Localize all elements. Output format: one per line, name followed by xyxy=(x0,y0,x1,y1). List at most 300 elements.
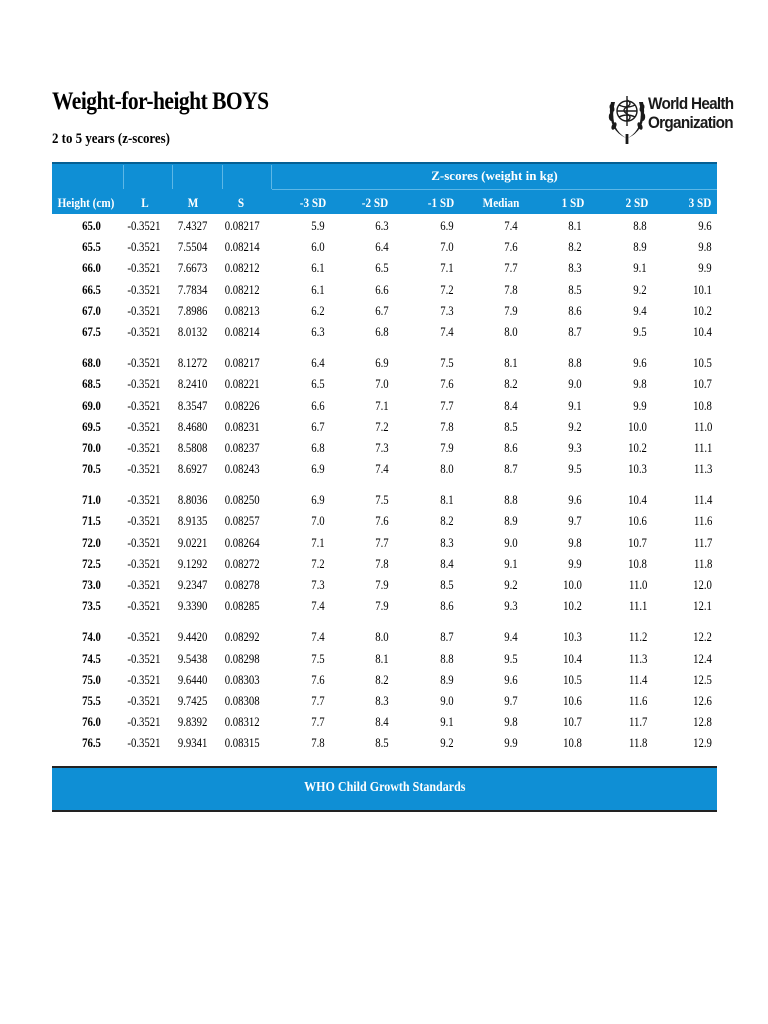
table-row xyxy=(52,511,717,532)
table-row xyxy=(52,459,717,480)
data-table-body xyxy=(52,216,717,755)
s-cell: 0.08303 xyxy=(225,672,260,687)
plus2sd-cell: 10.0 xyxy=(628,419,647,434)
m-cell: 8.3547 xyxy=(177,398,207,413)
minus2sd-cell: 7.8 xyxy=(375,556,389,571)
plus3sd-cell: 10.2 xyxy=(693,303,712,318)
s-cell: 0.08315 xyxy=(225,736,260,751)
minus1sd-cell: 7.5 xyxy=(440,356,454,371)
s-cell: 0.08292 xyxy=(225,630,260,645)
height-cell: 74.5 xyxy=(82,651,101,666)
table-row xyxy=(52,627,717,648)
minus1sd-cell: 8.6 xyxy=(440,599,454,614)
plus2sd-cell: 9.9 xyxy=(633,398,647,413)
minus2sd-cell: 6.7 xyxy=(375,303,389,318)
minus2sd-cell: 7.2 xyxy=(375,419,389,434)
plus2sd-cell: 8.8 xyxy=(633,219,647,233)
s-cell: 0.08285 xyxy=(225,599,260,614)
minus3sd-cell: 7.5 xyxy=(311,651,325,666)
plus3sd-cell: 11.6 xyxy=(693,514,712,529)
s-cell: 0.08308 xyxy=(225,693,260,708)
median-cell: 9.6 xyxy=(504,672,518,687)
median-cell: 8.2 xyxy=(504,377,518,392)
plus1sd-cell: 9.8 xyxy=(568,535,582,550)
median-cell: 7.7 xyxy=(504,261,518,276)
plus2sd-cell: 9.4 xyxy=(633,303,647,318)
m-cell: 7.6673 xyxy=(177,261,207,276)
table-row xyxy=(52,301,717,322)
plus3sd-cell: 11.7 xyxy=(693,535,712,550)
median-cell: 8.9 xyxy=(504,514,518,529)
s-cell: 0.08250 xyxy=(225,493,260,508)
s-cell: 0.08217 xyxy=(225,219,260,233)
minus1sd-cell: 8.4 xyxy=(440,556,454,571)
height-cell: 68.5 xyxy=(82,377,101,392)
plus3sd-cell: 9.9 xyxy=(698,261,712,276)
m-cell: 9.0221 xyxy=(177,535,207,550)
plus2sd-cell: 11.2 xyxy=(628,630,647,645)
s-cell: 0.08221 xyxy=(225,377,260,392)
table-row xyxy=(52,490,717,511)
l-cell: -0.3521 xyxy=(127,303,161,318)
table-row xyxy=(52,554,717,575)
logo-line-1: World Health xyxy=(648,94,734,113)
minus3sd-cell: 7.4 xyxy=(311,599,325,614)
minus2sd-cell: 8.0 xyxy=(375,630,389,645)
l-cell: -0.3521 xyxy=(127,419,161,434)
s-cell: 0.08212 xyxy=(225,261,260,276)
plus3sd-cell: 10.1 xyxy=(693,282,712,297)
plus2sd-cell: 10.3 xyxy=(628,462,647,477)
minus2sd-cell: 6.4 xyxy=(375,240,389,255)
l-header: L xyxy=(141,195,149,210)
m-cell: 8.1272 xyxy=(177,356,207,371)
minus2sd-cell: 8.1 xyxy=(375,651,389,666)
s-cell: 0.08264 xyxy=(225,535,260,550)
plus1sd-cell: 10.0 xyxy=(563,578,582,592)
plus2sd-cell: 11.7 xyxy=(628,715,647,730)
median-cell: 9.5 xyxy=(504,651,518,666)
l-cell: -0.3521 xyxy=(127,736,161,751)
plus2sd-cell: 10.7 xyxy=(628,535,647,550)
table-row xyxy=(52,258,717,279)
plus1sd-cell: 9.5 xyxy=(568,462,582,477)
minus1sd-cell: 8.3 xyxy=(440,535,454,550)
minus2sd-cell: 7.7 xyxy=(375,535,389,550)
plus3sd-cell: 10.5 xyxy=(693,356,712,371)
m-cell: 9.7425 xyxy=(177,693,207,708)
minus1sd-cell: 7.0 xyxy=(440,240,454,255)
table-row xyxy=(52,575,717,596)
plus3sd-cell: 12.2 xyxy=(693,630,712,645)
plus3sd-cell: 12.0 xyxy=(693,578,712,592)
median-cell: 9.0 xyxy=(504,535,518,550)
m-cell: 8.2410 xyxy=(177,377,207,392)
minus2sd-cell: 6.9 xyxy=(375,356,389,371)
plus2sd-cell: 11.8 xyxy=(628,736,647,751)
l-cell: -0.3521 xyxy=(127,282,161,297)
plus3sd-cell: 12.1 xyxy=(693,599,712,614)
plus3sd-cell: 11.4 xyxy=(693,493,712,508)
m-cell: 9.4420 xyxy=(177,630,207,645)
plus2sd-cell: 9.8 xyxy=(633,377,647,392)
plus3sd-cell: 12.5 xyxy=(693,672,712,687)
who-logo-text xyxy=(648,94,733,132)
median-cell: 9.9 xyxy=(504,736,518,751)
table-row xyxy=(52,216,717,237)
l-cell: -0.3521 xyxy=(127,240,161,255)
height-cell: 69.5 xyxy=(82,419,101,434)
plus3sd-cell: 12.6 xyxy=(693,693,712,708)
minus2sd-cell: 7.6 xyxy=(375,514,389,529)
minus2sd-cell: 8.3 xyxy=(375,693,389,708)
plus2sd-cell: 8.9 xyxy=(633,240,647,255)
s-cell: 0.08212 xyxy=(225,282,260,297)
plus2sd-cell: 9.6 xyxy=(633,356,647,371)
s-cell: 0.08272 xyxy=(225,556,260,571)
plus1sd-cell: 9.2 xyxy=(568,419,582,434)
plus1sd-cell: 9.7 xyxy=(568,514,582,529)
median-cell: 9.8 xyxy=(504,715,518,730)
who-logo xyxy=(607,86,734,150)
table-row xyxy=(52,237,717,258)
median-cell: 8.0 xyxy=(504,324,518,339)
footer-caption: WHO Child Growth Standards xyxy=(303,780,466,795)
median-cell: 9.3 xyxy=(504,599,518,614)
s-cell: 0.08214 xyxy=(225,324,260,339)
s-cell: 0.08213 xyxy=(225,303,260,318)
m-cell: 9.9341 xyxy=(177,736,207,751)
s-cell: 0.08298 xyxy=(225,651,260,666)
minus1sd-cell: 7.2 xyxy=(440,282,454,297)
s-cell: 0.08312 xyxy=(225,715,260,730)
s-cell: 0.08217 xyxy=(225,356,260,371)
table-row xyxy=(52,670,717,691)
minus3sd-cell: 6.2 xyxy=(311,303,325,318)
page-title: Weight-for-height BOYS xyxy=(52,88,269,115)
m-cell: 9.2347 xyxy=(177,578,207,592)
height-cell: 70.5 xyxy=(82,462,101,477)
l-cell: -0.3521 xyxy=(127,693,161,708)
minus1sd-cell: 7.7 xyxy=(440,398,454,413)
l-cell: -0.3521 xyxy=(127,556,161,571)
zscore-group-rule xyxy=(272,189,717,190)
plus3sd-cell: 10.8 xyxy=(693,398,712,413)
minus3sd-cell: 6.3 xyxy=(311,324,325,339)
l-cell: -0.3521 xyxy=(127,578,161,592)
plus1sd-cell: 9.0 xyxy=(568,377,582,392)
logo-line-2: Organization xyxy=(648,113,733,132)
table-row xyxy=(52,649,717,670)
table-row xyxy=(52,596,717,617)
s-cell: 0.08278 xyxy=(225,578,260,592)
minus3sd-cell: 6.8 xyxy=(311,440,325,455)
l-cell: -0.3521 xyxy=(127,514,161,529)
height-header: Height (cm) xyxy=(57,195,115,210)
column-divider xyxy=(123,165,124,189)
median-cell: 9.7 xyxy=(504,693,518,708)
height-cell: 67.5 xyxy=(82,324,101,339)
median-header: Median xyxy=(482,195,520,210)
plus1sd-cell: 8.6 xyxy=(568,303,582,318)
column-divider xyxy=(222,165,223,189)
median-cell: 8.8 xyxy=(504,493,518,508)
plus2sd-cell: 11.0 xyxy=(628,578,647,592)
plus2sd-cell: 11.6 xyxy=(628,693,647,708)
height-cell: 74.0 xyxy=(82,630,101,645)
l-cell: -0.3521 xyxy=(127,493,161,508)
minus3sd-cell: 6.9 xyxy=(311,493,325,508)
minus1sd-cell: 7.9 xyxy=(440,440,454,455)
minus1sd-cell: 9.1 xyxy=(440,715,454,730)
m-cell: 9.6440 xyxy=(177,672,207,687)
m-cell: 8.6927 xyxy=(177,462,207,477)
table-row xyxy=(52,712,717,733)
height-cell: 65.0 xyxy=(82,219,101,233)
minus2sd-cell: 8.2 xyxy=(375,672,389,687)
median-cell: 7.8 xyxy=(504,282,518,297)
median-cell: 8.1 xyxy=(504,356,518,371)
minus1sd-cell: 8.9 xyxy=(440,672,454,687)
height-cell: 70.0 xyxy=(82,440,101,455)
plus3sd-cell: 9.6 xyxy=(698,219,712,233)
median-cell: 7.9 xyxy=(504,303,518,318)
minus2sd-cell: 7.9 xyxy=(375,578,389,592)
minus1sd-cell: 7.6 xyxy=(440,377,454,392)
s-cell: 0.08237 xyxy=(225,440,260,455)
height-cell: 65.5 xyxy=(82,240,101,255)
plus3sd-cell: 12.9 xyxy=(693,736,712,751)
plus1sd-cell: 9.1 xyxy=(568,398,582,413)
m-cell: 8.5808 xyxy=(177,440,207,455)
plus2sd-cell: 11.1 xyxy=(628,599,647,614)
plus1sd-cell: 8.8 xyxy=(568,356,582,371)
m-cell: 7.4327 xyxy=(177,219,207,233)
minus1sd-cell: 8.0 xyxy=(440,462,454,477)
plus3sd-cell: 10.4 xyxy=(693,324,712,339)
plus2sd-cell: 9.5 xyxy=(633,324,647,339)
height-cell: 69.0 xyxy=(82,398,101,413)
height-cell: 73.5 xyxy=(82,599,101,614)
median-cell: 8.6 xyxy=(504,440,518,455)
median-cell: 8.7 xyxy=(504,462,518,477)
height-cell: 76.0 xyxy=(82,715,101,730)
plus1sd-cell: 10.8 xyxy=(563,736,582,751)
minus2sd-cell: 8.5 xyxy=(375,736,389,751)
plus3sd-cell: 11.0 xyxy=(693,419,712,434)
table-row xyxy=(52,417,717,438)
l-cell: -0.3521 xyxy=(127,672,161,687)
l-cell: -0.3521 xyxy=(127,715,161,730)
plus1sd-cell: 9.9 xyxy=(568,556,582,571)
plus2sd-cell: 11.3 xyxy=(628,651,647,666)
l-cell: -0.3521 xyxy=(127,377,161,392)
plus1sd-cell: 9.6 xyxy=(568,493,582,508)
minus1sd-cell: 8.2 xyxy=(440,514,454,529)
plus3sd-cell: 11.8 xyxy=(693,556,712,571)
table-row xyxy=(52,322,717,343)
minus2sd-cell: 7.9 xyxy=(375,599,389,614)
minus3sd-cell: 7.0 xyxy=(311,514,325,529)
minus2sd-cell: 6.8 xyxy=(375,324,389,339)
height-cell: 75.0 xyxy=(82,672,101,687)
minus1sd-cell: 9.2 xyxy=(440,736,454,751)
minus1sd-cell: 8.7 xyxy=(440,630,454,645)
l-cell: -0.3521 xyxy=(127,535,161,550)
minus2sd-cell: 7.5 xyxy=(375,493,389,508)
median-cell: 8.5 xyxy=(504,419,518,434)
minus1sd-cell: 7.3 xyxy=(440,303,454,318)
l-cell: -0.3521 xyxy=(127,261,161,276)
plus1sd-cell: 10.7 xyxy=(563,715,582,730)
minus1sd-cell: 8.1 xyxy=(440,493,454,508)
median-cell: 8.4 xyxy=(504,398,518,413)
table-row xyxy=(52,438,717,459)
plus3sd-cell: 11.1 xyxy=(693,440,712,455)
median-cell: 7.6 xyxy=(504,240,518,255)
plus1sd-cell: 10.2 xyxy=(563,599,582,614)
minus3sd-cell: 6.4 xyxy=(311,356,325,371)
table-row xyxy=(52,353,717,374)
table-row xyxy=(52,396,717,417)
m-cell: 7.8986 xyxy=(177,303,207,318)
height-cell: 66.0 xyxy=(82,261,101,276)
s-cell: 0.08257 xyxy=(225,514,260,529)
table-row xyxy=(52,733,717,754)
m-cell: 8.9135 xyxy=(177,514,207,529)
plus3sd-cell: 12.4 xyxy=(693,651,712,666)
minus3sd-cell: 7.3 xyxy=(311,578,325,592)
height-cell: 71.5 xyxy=(82,514,101,529)
plus1sd-cell: 10.6 xyxy=(563,693,582,708)
plus2sd-header: 2 SD xyxy=(625,195,649,210)
minus2sd-cell: 7.3 xyxy=(375,440,389,455)
plus1sd-cell: 8.7 xyxy=(568,324,582,339)
plus1sd-cell: 9.3 xyxy=(568,440,582,455)
plus3sd-header: 3 SD xyxy=(688,195,712,210)
minus2sd-cell: 7.1 xyxy=(375,398,389,413)
minus1sd-cell: 8.5 xyxy=(440,578,454,592)
height-cell: 73.0 xyxy=(82,578,101,592)
plus2sd-cell: 10.2 xyxy=(628,440,647,455)
median-cell: 9.4 xyxy=(504,630,518,645)
minus1sd-cell: 7.1 xyxy=(440,261,454,276)
height-cell: 76.5 xyxy=(82,736,101,751)
minus2sd-header: -2 SD xyxy=(361,195,389,210)
column-divider xyxy=(172,165,173,189)
m-cell: 9.8392 xyxy=(177,715,207,730)
plus2sd-cell: 9.1 xyxy=(633,261,647,276)
s-cell: 0.08226 xyxy=(225,398,260,413)
minus1sd-cell: 8.8 xyxy=(440,651,454,666)
minus3sd-cell: 7.6 xyxy=(311,672,325,687)
m-cell: 7.7834 xyxy=(177,282,207,297)
s-header: S xyxy=(237,195,245,210)
l-cell: -0.3521 xyxy=(127,651,161,666)
l-cell: -0.3521 xyxy=(127,599,161,614)
minus3sd-cell: 7.1 xyxy=(311,535,325,550)
height-cell: 68.0 xyxy=(82,356,101,371)
page-subtitle: 2 to 5 years (z-scores) xyxy=(52,131,170,147)
minus3sd-cell: 6.1 xyxy=(311,282,325,297)
median-cell: 9.1 xyxy=(504,556,518,571)
plus1sd-cell: 10.4 xyxy=(563,651,582,666)
minus3sd-cell: 7.8 xyxy=(311,736,325,751)
minus2sd-cell: 6.5 xyxy=(375,261,389,276)
minus3sd-cell: 6.1 xyxy=(311,261,325,276)
plus3sd-cell: 9.8 xyxy=(698,240,712,255)
minus3sd-header: -3 SD xyxy=(299,195,327,210)
minus3sd-cell: 6.0 xyxy=(311,240,325,255)
plus1sd-cell: 10.3 xyxy=(563,630,582,645)
minus1sd-cell: 9.0 xyxy=(440,693,454,708)
plus1sd-cell: 8.2 xyxy=(568,240,582,255)
minus3sd-cell: 7.7 xyxy=(311,715,325,730)
zscore-group-title: Z-scores (weight in kg) xyxy=(431,168,558,183)
m-cell: 8.0132 xyxy=(177,324,207,339)
minus2sd-cell: 8.4 xyxy=(375,715,389,730)
height-cell: 72.5 xyxy=(82,556,101,571)
minus3sd-cell: 5.9 xyxy=(311,219,325,233)
median-cell: 7.4 xyxy=(504,219,518,233)
m-cell: 7.5504 xyxy=(177,240,207,255)
plus3sd-cell: 11.3 xyxy=(693,462,712,477)
table-row xyxy=(52,374,717,395)
median-cell: 9.2 xyxy=(504,578,518,592)
m-cell: 8.8036 xyxy=(177,493,207,508)
who-emblem-icon xyxy=(607,86,647,148)
plus1sd-cell: 8.3 xyxy=(568,261,582,276)
height-cell: 66.5 xyxy=(82,282,101,297)
minus3sd-cell: 6.5 xyxy=(311,377,325,392)
plus2sd-cell: 11.4 xyxy=(628,672,647,687)
plus1sd-cell: 10.5 xyxy=(563,672,582,687)
minus1sd-cell: 6.9 xyxy=(440,219,454,233)
table-row xyxy=(52,533,717,554)
m-cell: 9.3390 xyxy=(177,599,207,614)
m-cell: 9.5438 xyxy=(177,651,207,666)
s-cell: 0.08231 xyxy=(225,419,260,434)
height-cell: 72.0 xyxy=(82,535,101,550)
l-cell: -0.3521 xyxy=(127,356,161,371)
m-cell: 9.1292 xyxy=(177,556,207,571)
minus3sd-cell: 6.9 xyxy=(311,462,325,477)
height-cell: 71.0 xyxy=(82,493,101,508)
plus2sd-cell: 9.2 xyxy=(633,282,647,297)
l-cell: -0.3521 xyxy=(127,462,161,477)
s-cell: 0.08214 xyxy=(225,240,260,255)
minus3sd-cell: 7.2 xyxy=(311,556,325,571)
minus3sd-cell: 7.4 xyxy=(311,630,325,645)
minus3sd-cell: 6.6 xyxy=(311,398,325,413)
plus2sd-cell: 10.4 xyxy=(628,493,647,508)
plus1sd-header: 1 SD xyxy=(561,195,585,210)
plus1sd-cell: 8.1 xyxy=(568,219,582,233)
l-cell: -0.3521 xyxy=(127,219,161,233)
l-cell: -0.3521 xyxy=(127,324,161,339)
plus2sd-cell: 10.6 xyxy=(628,514,647,529)
height-cell: 67.0 xyxy=(82,303,101,318)
plus3sd-cell: 10.7 xyxy=(693,377,712,392)
minus3sd-cell: 6.7 xyxy=(311,419,325,434)
plus1sd-cell: 8.5 xyxy=(568,282,582,297)
plus2sd-cell: 10.8 xyxy=(628,556,647,571)
minus1sd-cell: 7.4 xyxy=(440,324,454,339)
plus3sd-cell: 12.8 xyxy=(693,715,712,730)
l-cell: -0.3521 xyxy=(127,630,161,645)
minus3sd-cell: 7.7 xyxy=(311,693,325,708)
minus1sd-cell: 7.8 xyxy=(440,419,454,434)
